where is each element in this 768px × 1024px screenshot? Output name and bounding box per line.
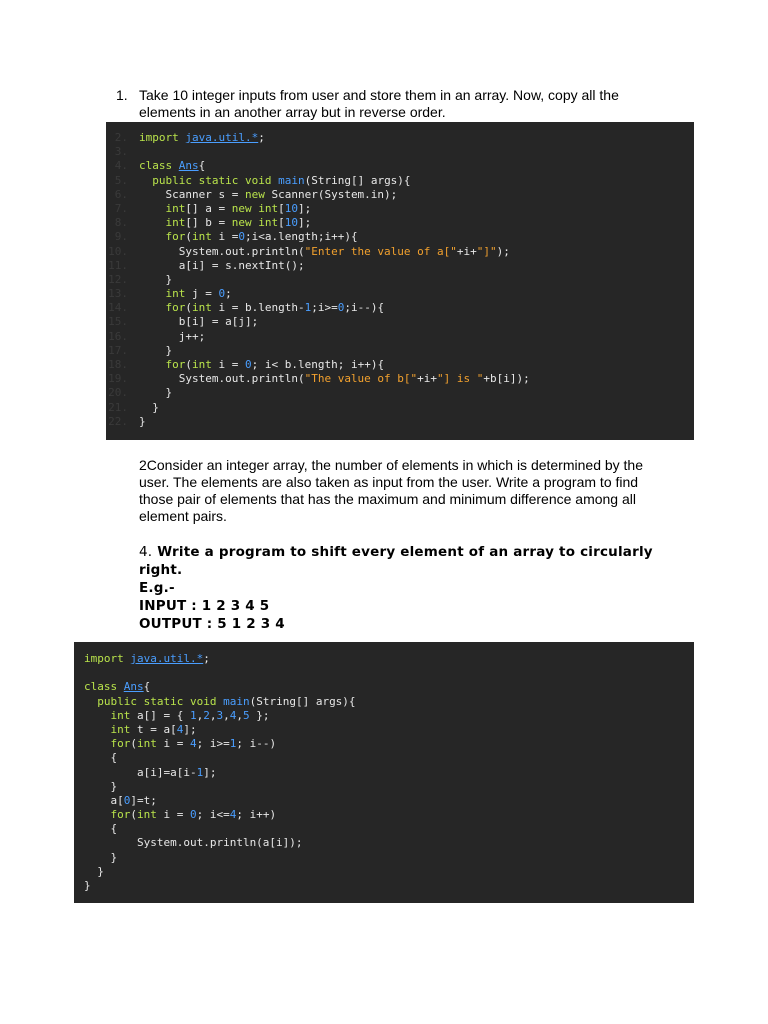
code-token: 0 (218, 287, 226, 301)
code-token: ( (185, 230, 192, 244)
code-block-1 (106, 122, 694, 440)
code-token: int (137, 737, 157, 751)
code-token: 4 (176, 722, 184, 736)
code-token: }; (249, 708, 270, 722)
code-token: ; i++) (236, 808, 277, 822)
code-line (106, 372, 694, 386)
code-line (74, 794, 694, 808)
code-line (74, 666, 694, 680)
code-line (74, 723, 694, 737)
code-token: ]; (297, 216, 312, 230)
code-token: int (110, 722, 131, 736)
code-token: 2 (203, 708, 210, 722)
code-token: "]" (476, 244, 497, 258)
code-token: 1 (229, 737, 237, 751)
question-4-number: 4. (139, 544, 153, 560)
code-token: Ans (123, 680, 144, 694)
line-number: 2. (114, 131, 128, 144)
code-line (106, 330, 694, 344)
code-token: ]=t; (130, 793, 157, 807)
code-token: } (84, 864, 104, 878)
code-token: 0 (238, 230, 245, 244)
line-number: 4. (114, 159, 128, 173)
code-token: 10 (284, 201, 298, 215)
code-token: Scanner s = (139, 187, 245, 201)
code-token: int (137, 808, 157, 822)
code-line (106, 287, 694, 301)
code-token: "] is " (437, 372, 484, 386)
code-token: i = (156, 808, 190, 822)
line-number: 5. (114, 173, 128, 187)
code-token: { (84, 751, 118, 765)
code-token: int (192, 301, 212, 315)
code-token (139, 230, 166, 243)
line-number: 12. (108, 272, 128, 286)
question-4-example-label: E.g.- (139, 580, 175, 596)
line-number: 22. (108, 414, 128, 428)
code-line (106, 159, 694, 173)
code-token: 4 (190, 737, 197, 751)
code-token: "Enter the value of a[" (304, 244, 457, 258)
code-token: 10 (284, 216, 298, 230)
code-line (106, 344, 694, 358)
code-token: } (139, 386, 173, 400)
code-token: +b[i]); (483, 372, 530, 386)
code-line (106, 358, 694, 372)
code-line (106, 386, 694, 400)
question-4-text: Write a program to shift every element of an array to circularly right. (139, 544, 653, 578)
code-token (84, 695, 97, 708)
code-token: class (139, 159, 179, 173)
code-line (74, 695, 694, 709)
line-number: 9. (114, 230, 128, 244)
code-token: , (209, 708, 217, 722)
code-token: } (139, 414, 146, 428)
code-token: i = (211, 230, 239, 244)
code-line (106, 415, 694, 429)
code-line (74, 652, 694, 666)
code-token: ]; (297, 201, 312, 215)
code-token: 4 (229, 808, 237, 822)
line-number: 3. (114, 145, 128, 159)
code-token: ;i>= (311, 301, 338, 315)
code-token: 0 (245, 358, 252, 371)
question-1-number: 1. (116, 87, 128, 103)
code-token: i = b.length- (211, 301, 305, 315)
code-line (106, 131, 694, 145)
code-token: new int (231, 216, 279, 230)
code-line (106, 401, 694, 415)
code-token: j++; (139, 329, 206, 343)
code-line (106, 202, 694, 216)
code-token: int (192, 358, 212, 371)
code-token: 1 (189, 708, 197, 722)
line-number: 14. (108, 301, 128, 315)
code-token: a[] = { (130, 708, 190, 722)
code-token: t = a[ (130, 722, 177, 736)
code-token: , (223, 708, 230, 722)
code-line (74, 780, 694, 794)
code-token (139, 174, 152, 187)
code-token (84, 737, 111, 750)
code-token: } (139, 272, 173, 286)
code-token: } (84, 779, 118, 793)
code-token: ]; (183, 722, 197, 736)
code-line (74, 879, 694, 893)
code-line (106, 174, 694, 188)
line-number: 13. (108, 287, 128, 301)
code-line (74, 836, 694, 850)
question-4 (139, 543, 699, 633)
code-line (106, 273, 694, 287)
line-number: 11. (108, 258, 128, 272)
code-token: System.out.println( (139, 372, 305, 386)
code-token: for (110, 808, 131, 822)
line-number: 16. (108, 329, 128, 343)
code-token: ; i<= (196, 808, 230, 822)
line-number: 6. (114, 187, 128, 201)
code-token: ; (225, 287, 232, 301)
code-token: (String[] args){ (304, 173, 411, 187)
code-token: int (165, 216, 186, 230)
code-token: +i+ (417, 372, 438, 386)
code-token: import (84, 652, 131, 665)
code-token: ; i--) (236, 737, 277, 751)
code-token: int (165, 287, 186, 301)
code-token (139, 287, 166, 300)
code-token: } (139, 343, 173, 357)
code-line (106, 216, 694, 230)
question-4-output-line: OUTPUT : 5 1 2 3 4 (139, 616, 285, 632)
code-token: } (84, 850, 118, 864)
code-line (106, 259, 694, 273)
code-line (106, 230, 694, 244)
code-token: for (110, 737, 131, 751)
code-token: "The value of b[" (304, 372, 418, 386)
code-token: , (196, 708, 204, 722)
code-token (84, 808, 111, 821)
code-token: ; i>= (196, 737, 230, 751)
code-token: , (236, 708, 243, 722)
code-token: i = (156, 737, 190, 751)
code-token: import (139, 131, 186, 144)
code-token: 1 (304, 301, 312, 315)
question-4-input-line: INPUT : 1 2 3 4 5 (139, 598, 270, 614)
question-2-text: 2Consider an integer array, the number of elements in which is determined by the user. The elements are also taken as input from the user. Write a program to find those pair of elements that has the maximum and minimum difference among all element pairs. (139, 457, 644, 524)
code-token: for (165, 230, 186, 244)
code-token: public static void (152, 173, 279, 187)
code-token (139, 301, 166, 314)
code-token (139, 216, 166, 229)
code-token: +i+ (456, 244, 477, 258)
code-token: class (84, 680, 124, 694)
line-number: 7. (114, 201, 128, 215)
code-token: ; i< b.length; i++){ (251, 358, 385, 371)
code-token (139, 358, 166, 371)
code-line (74, 865, 694, 879)
code-token: for (165, 358, 186, 371)
code-line (106, 145, 694, 159)
code-token: { (198, 159, 206, 173)
code-token: java.util.* (185, 131, 259, 144)
code-line (74, 709, 694, 723)
code-line (106, 245, 694, 259)
code-token: } (84, 879, 91, 892)
code-token: ; (203, 652, 210, 665)
code-line (74, 737, 694, 751)
code-token: { (84, 822, 118, 836)
code-token: 3 (216, 708, 224, 722)
code-token: int (192, 230, 212, 244)
code-line (74, 766, 694, 780)
code-token: b[i] = a[j]; (139, 315, 259, 329)
code-token (139, 202, 166, 215)
code-line (74, 822, 694, 836)
code-token: ; (258, 131, 265, 144)
code-block-2 (74, 642, 694, 903)
code-line (106, 188, 694, 202)
code-token (84, 723, 111, 736)
code-line (74, 808, 694, 822)
code-token: java.util.* (130, 652, 204, 665)
code-token: new (244, 187, 272, 201)
code-token: { (143, 680, 151, 694)
code-token: 4 (229, 708, 237, 722)
code-token: } (139, 400, 159, 414)
code-line (74, 751, 694, 765)
question-1-text: Take 10 integer inputs from user and store them in an array. Now, copy all the elements in an another array but in reverse order. (139, 87, 619, 120)
code-token: [ (278, 201, 285, 215)
line-number: 10. (108, 244, 128, 258)
code-token: ( (130, 737, 137, 751)
code-token: a[i]=a[i- (84, 765, 197, 779)
line-number: 18. (108, 358, 128, 371)
code-token: ); (496, 244, 510, 258)
code-token: public static void (97, 694, 224, 708)
code-token: ]; (203, 765, 217, 779)
code-token: 0 (123, 793, 131, 807)
code-token: main (223, 694, 250, 708)
code-token: Scanner(System.in); (271, 187, 398, 201)
code-token: j = (185, 287, 219, 301)
code-token: 1 (196, 765, 204, 779)
code-line (106, 301, 694, 315)
line-number: 8. (114, 216, 128, 230)
code-token: a[i] = s.nextInt(); (139, 258, 305, 272)
code-line (74, 851, 694, 865)
code-token: ( (185, 301, 192, 315)
code-token: i = (211, 358, 245, 371)
code-token: new int (231, 201, 279, 215)
code-token: System.out.println(a[i]); (84, 836, 303, 850)
line-number: 17. (108, 343, 128, 357)
line-number: 15. (108, 315, 128, 329)
code-token: [] a = (185, 201, 232, 215)
line-number: 21. (108, 400, 128, 414)
code-token: (String[] args){ (249, 694, 356, 708)
code-token: Ans (178, 159, 199, 173)
code-token: [ (278, 216, 285, 230)
code-token: System.out.println( (139, 244, 305, 258)
code-token: ;i--){ (344, 301, 385, 315)
code-token: a[ (84, 793, 124, 807)
code-token: int (165, 201, 186, 215)
code-token: for (165, 301, 186, 315)
line-number: 20. (108, 386, 128, 400)
code-line (74, 680, 694, 694)
code-token: [] b = (185, 216, 232, 230)
code-token: main (278, 173, 305, 187)
code-token: ;i<a.length;i++){ (245, 230, 358, 244)
code-token: ( (130, 808, 137, 822)
code-token: 5 (242, 708, 250, 722)
code-token: int (110, 708, 131, 722)
code-token (84, 709, 111, 722)
code-token: ( (185, 358, 192, 371)
code-token: 0 (337, 301, 345, 315)
code-line (106, 315, 694, 329)
code-token: 0 (190, 808, 197, 822)
question-4-title (139, 543, 699, 579)
line-number: 19. (108, 372, 128, 386)
